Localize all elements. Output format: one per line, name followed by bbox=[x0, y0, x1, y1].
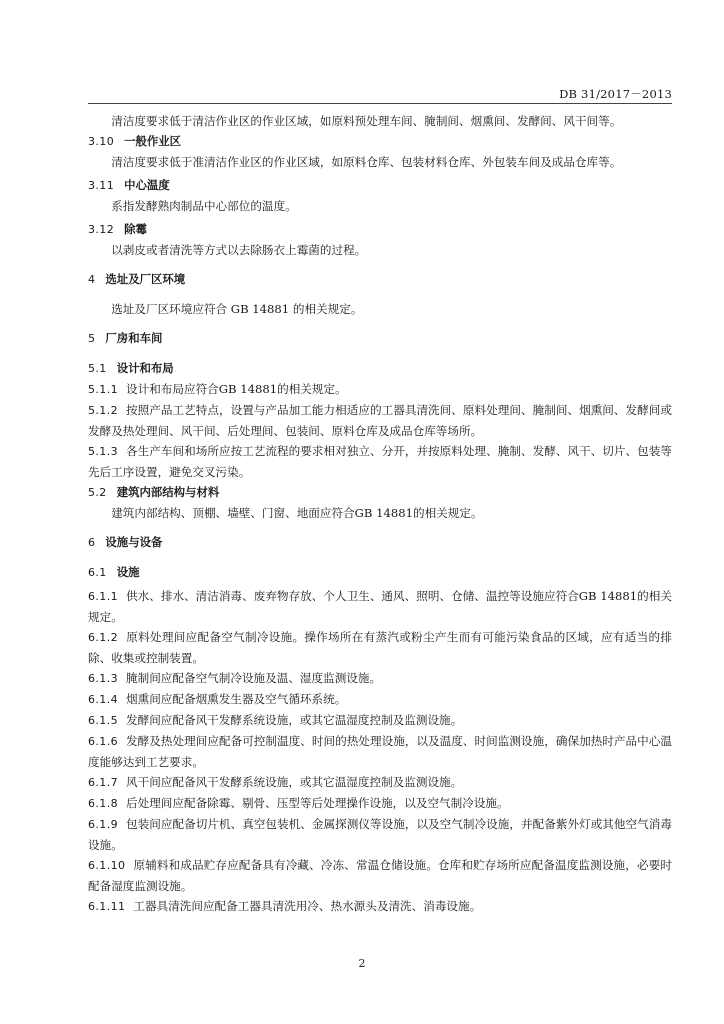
section-title: 建筑内部结构与材料 bbox=[116, 485, 220, 499]
section-number: 6.1 bbox=[88, 566, 107, 579]
section-number: 5.1 bbox=[88, 362, 107, 375]
clause-number: 6.1.3 bbox=[88, 672, 118, 685]
clause-text: 原料处理间应配备空气制冷设施。操作场所在有蒸汽或粉尘产生而有可能污染食品的区域，应有适当的排除、收集或控制装置。 bbox=[88, 630, 672, 665]
section-heading-5-2 bbox=[88, 482, 672, 503]
paragraph: 以剥皮或者清洗等方式以去除肠衣上霉菌的过程。 bbox=[111, 243, 367, 257]
paragraph: 选址及厂区环境应符合 GB 14881 的相关规定。 bbox=[111, 302, 363, 316]
clause-6-1-3 bbox=[88, 668, 672, 689]
clause-6-1-6 bbox=[88, 731, 672, 772]
clause-number: 5.1.1 bbox=[88, 383, 118, 396]
clause-number: 6.1.8 bbox=[88, 797, 118, 810]
clause-6-1-11 bbox=[88, 896, 672, 917]
clause-number: 5.1.3 bbox=[88, 445, 118, 458]
clause-text: 工器具清洗间应配备工器具清洗用冷、热水源头及清洗、消毒设施。 bbox=[133, 899, 482, 913]
clause-6-1-8 bbox=[88, 793, 672, 814]
clause-text: 风干间应配备风干发酵系统设施，或其它温湿度控制及监测设施。 bbox=[126, 775, 463, 789]
section-heading-6 bbox=[88, 532, 672, 553]
clause-6-1-7 bbox=[88, 772, 672, 793]
document-code: DB 31/2017－2013 bbox=[559, 87, 672, 101]
section-heading-3-11 bbox=[88, 175, 672, 196]
header-divider bbox=[88, 103, 672, 104]
clause-number: 5.1.2 bbox=[88, 404, 118, 417]
section-number: 3.10 bbox=[88, 135, 115, 148]
clause-5-1-2 bbox=[88, 400, 672, 441]
section-number: 5 bbox=[88, 332, 96, 345]
section-heading-3-10 bbox=[88, 131, 672, 152]
section-title: 一般作业区 bbox=[124, 134, 182, 148]
clause-number: 6.1.4 bbox=[88, 693, 118, 706]
section-heading-6-1 bbox=[88, 562, 672, 583]
section-title: 设施与设备 bbox=[105, 535, 163, 549]
section-title: 中心温度 bbox=[124, 178, 170, 192]
clause-text: 各生产车间和场所应按工艺流程的要求相对独立、分开，并按原料处理、腌制、发酵、风干、切片、包装等先后工序设置，避免交叉污染。 bbox=[88, 444, 672, 479]
section-title: 厂房和车间 bbox=[105, 331, 163, 345]
clause-number: 6.1.11 bbox=[88, 900, 126, 913]
clause-text: 供水、排水、清洁消毒、废弃物存放、个人卫生、通风、照明、仓储、温控等设施应符合GB 14881的相关规定。 bbox=[88, 589, 672, 624]
clause-number: 6.1.1 bbox=[88, 590, 118, 603]
clause-6-1-5 bbox=[88, 710, 672, 731]
section-heading-5 bbox=[88, 328, 672, 349]
paragraph: 系指发酵熟肉制品中心部位的温度。 bbox=[111, 199, 297, 213]
clause-number: 6.1.2 bbox=[88, 631, 118, 644]
clause-6-1-10 bbox=[88, 855, 672, 896]
section-number: 6 bbox=[88, 536, 96, 549]
clause-6-1-1 bbox=[88, 586, 672, 627]
document-body bbox=[88, 111, 672, 917]
clause-number: 6.1.9 bbox=[88, 818, 118, 831]
clause-text: 设计和布局应符合GB 14881的相关规定。 bbox=[126, 382, 347, 396]
section-number: 3.11 bbox=[88, 179, 115, 192]
section-heading-4 bbox=[88, 269, 672, 290]
clause-text: 烟熏间应配备烟熏发生器及空气循环系统。 bbox=[126, 692, 347, 706]
section-title: 除霉 bbox=[124, 222, 147, 236]
clause-text: 腌制间应配备空气制冷设施及温、湿度监测设施。 bbox=[126, 671, 382, 685]
paragraph: 建筑内部结构、顶棚、墙壁、门窗、地面应符合GB 14881的相关规定。 bbox=[111, 506, 483, 520]
clause-6-1-2 bbox=[88, 627, 672, 668]
clause-number: 6.1.5 bbox=[88, 714, 118, 727]
clause-6-1-4 bbox=[88, 689, 672, 710]
section-number: 5.2 bbox=[88, 486, 107, 499]
clause-6-1-9 bbox=[88, 814, 672, 855]
section-title: 设施 bbox=[116, 565, 140, 579]
section-heading-5-1 bbox=[88, 358, 672, 379]
page-number: 2 bbox=[358, 957, 366, 970]
clause-number: 6.1.6 bbox=[88, 735, 118, 748]
clause-text: 按照产品工艺特点，设置与产品加工能力相适应的工器具清洗间、原料处理间、腌制间、烟熏间、发酵间或发酵及热处理间、风干间、后处理间、包装间、原料仓库及成品仓库等场所。 bbox=[88, 403, 672, 438]
clause-text: 发酵间应配备风干发酵系统设施，或其它温湿度控制及监测设施。 bbox=[126, 713, 463, 727]
section-heading-3-12 bbox=[88, 219, 672, 240]
paragraph: 清洁度要求低于清洁作业区的作业区域，如原料预处理车间、腌制间、烟熏间、发酵间、风干间等。 bbox=[111, 114, 622, 128]
clause-text: 发酵及热处理间应配备可控制温度、时间的热处理设施，以及温度、时间监测设施，确保加热时产品中心温度能够达到工艺要求。 bbox=[88, 734, 672, 769]
clause-text: 包装间应配备切片机、真空包装机、金属探测仪等设施，以及空气制冷设施，并配备紫外灯或其他空气消毒设施。 bbox=[88, 817, 672, 852]
section-number: 3.12 bbox=[88, 223, 115, 236]
section-number: 4 bbox=[88, 273, 96, 286]
clause-5-1-1 bbox=[88, 379, 672, 400]
clause-5-1-3 bbox=[88, 441, 672, 482]
section-title: 选址及厂区环境 bbox=[105, 272, 186, 286]
clause-text: 后处理间应配备除霉、剔骨、压型等后处理操作设施，以及空气制冷设施。 bbox=[126, 796, 509, 810]
clause-text: 原辅料和成品贮存应配备具有冷藏、冷冻、常温仓储设施。仓库和贮存场所应配备温度监测设施，必要时配备湿度监测设施。 bbox=[88, 858, 672, 893]
clause-number: 6.1.7 bbox=[88, 776, 118, 789]
clause-number: 6.1.10 bbox=[88, 859, 126, 872]
paragraph: 清洁度要求低于准清洁作业区的作业区域，如原料仓库、包装材料仓库、外包装车间及成品仓库等。 bbox=[111, 155, 622, 169]
section-title: 设计和布局 bbox=[116, 361, 174, 375]
